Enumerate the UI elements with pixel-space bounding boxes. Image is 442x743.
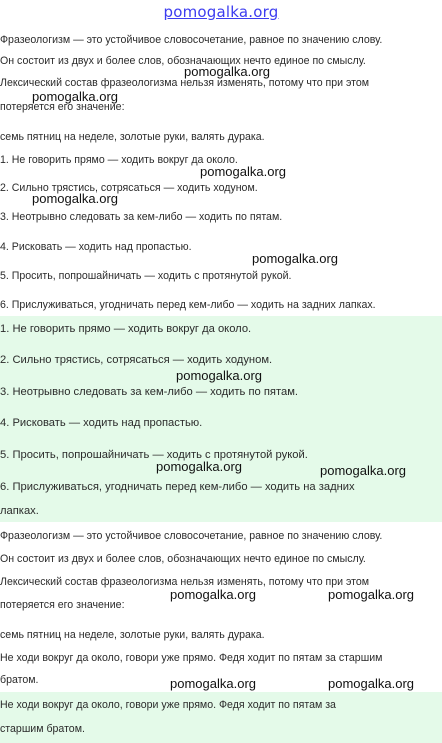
text-line: братом. bbox=[0, 674, 39, 686]
answer-line: Не ходи вокруг да около, говори уже прямо. Федя ходит по пятам за bbox=[0, 699, 336, 711]
answer-line: лапках. bbox=[0, 505, 39, 517]
answer-line: старшим братом. bbox=[0, 723, 85, 735]
text-line: потеряется его значение: bbox=[0, 599, 125, 611]
answer-line: 3. Неотрывно следовать за кем-либо — ходить по пятам. bbox=[0, 386, 298, 398]
watermark: pomogalka.org bbox=[252, 251, 338, 266]
site-header bbox=[0, 0, 442, 24]
text-line: семь пятниц на неделе, золотые руки, валять дурака. bbox=[0, 629, 265, 641]
answer-line: 1. Не говорить прямо — ходить вокруг да около. bbox=[0, 323, 252, 335]
watermark: pomogalka.org bbox=[320, 463, 406, 478]
watermark: pomogalka.org bbox=[170, 676, 256, 691]
text-line: 4. Рисковать — ходить над пропастью. bbox=[0, 241, 192, 253]
watermark: pomogalka.org bbox=[200, 164, 286, 179]
text-line: 5. Просить, попрошайничать — ходить с протянутой рукой. bbox=[0, 270, 292, 282]
text-line: Не ходи вокруг да около, говори уже прямо. Федя ходит по пятам за старшим bbox=[0, 652, 383, 664]
answer-line: 4. Рисковать — ходить над пропастью. bbox=[0, 417, 203, 429]
text-line: семь пятниц на неделе, золотые руки, валять дурака. bbox=[0, 131, 265, 143]
answer-line: 5. Просить, попрошайничать — ходить с протянутой рукой. bbox=[0, 449, 308, 461]
text-line: 1. Не говорить прямо — ходить вокруг да около. bbox=[0, 154, 238, 166]
text-line: Он состоит из двух и более слов, обозначающих нечто единое по смыслу. bbox=[0, 55, 366, 67]
watermark: pomogalka.org bbox=[184, 64, 270, 79]
text-line: 6. Прислуживаться, угодничать перед кем-либо — ходить на задних лапках. bbox=[0, 299, 376, 311]
answer-line: 6. Прислуживаться, угодничать перед кем-либо — ходить на задних bbox=[0, 481, 355, 493]
answer-line: 2. Сильно трястись, сотрясаться — ходить ходуном. bbox=[0, 354, 273, 366]
watermark: pomogalka.org bbox=[156, 459, 242, 474]
text-line: Он состоит из двух и более слов, обозначающих нечто единое по смыслу. bbox=[0, 553, 366, 565]
watermark: pomogalka.org bbox=[176, 368, 262, 383]
site-title-link[interactable]: pomogalka.org bbox=[163, 3, 279, 21]
text-line: 2. Сильно трястись, сотрясаться — ходить ходуном. bbox=[0, 182, 258, 194]
watermark: pomogalka.org bbox=[32, 191, 118, 206]
text-line: Фразеологизм — это устойчивое словосочетание, равное по значению слову. bbox=[0, 34, 383, 46]
text-line: 3. Неотрывно следовать за кем-либо — ходить по пятам. bbox=[0, 211, 283, 223]
watermark: pomogalka.org bbox=[170, 587, 256, 602]
watermark: pomogalka.org bbox=[32, 89, 118, 104]
text-line: потеряется его значение: bbox=[0, 101, 125, 113]
text-line: Фразеологизм — это устойчивое словосочетание, равное по значению слову. bbox=[0, 530, 383, 542]
watermark: pomogalka.org bbox=[328, 676, 414, 691]
watermark: pomogalka.org bbox=[328, 587, 414, 602]
text-line: Лексический состав фразеологизма нельзя изменять, потому что при этом bbox=[0, 77, 370, 89]
text-line: Лексический состав фразеологизма нельзя изменять, потому что при этом bbox=[0, 576, 370, 588]
